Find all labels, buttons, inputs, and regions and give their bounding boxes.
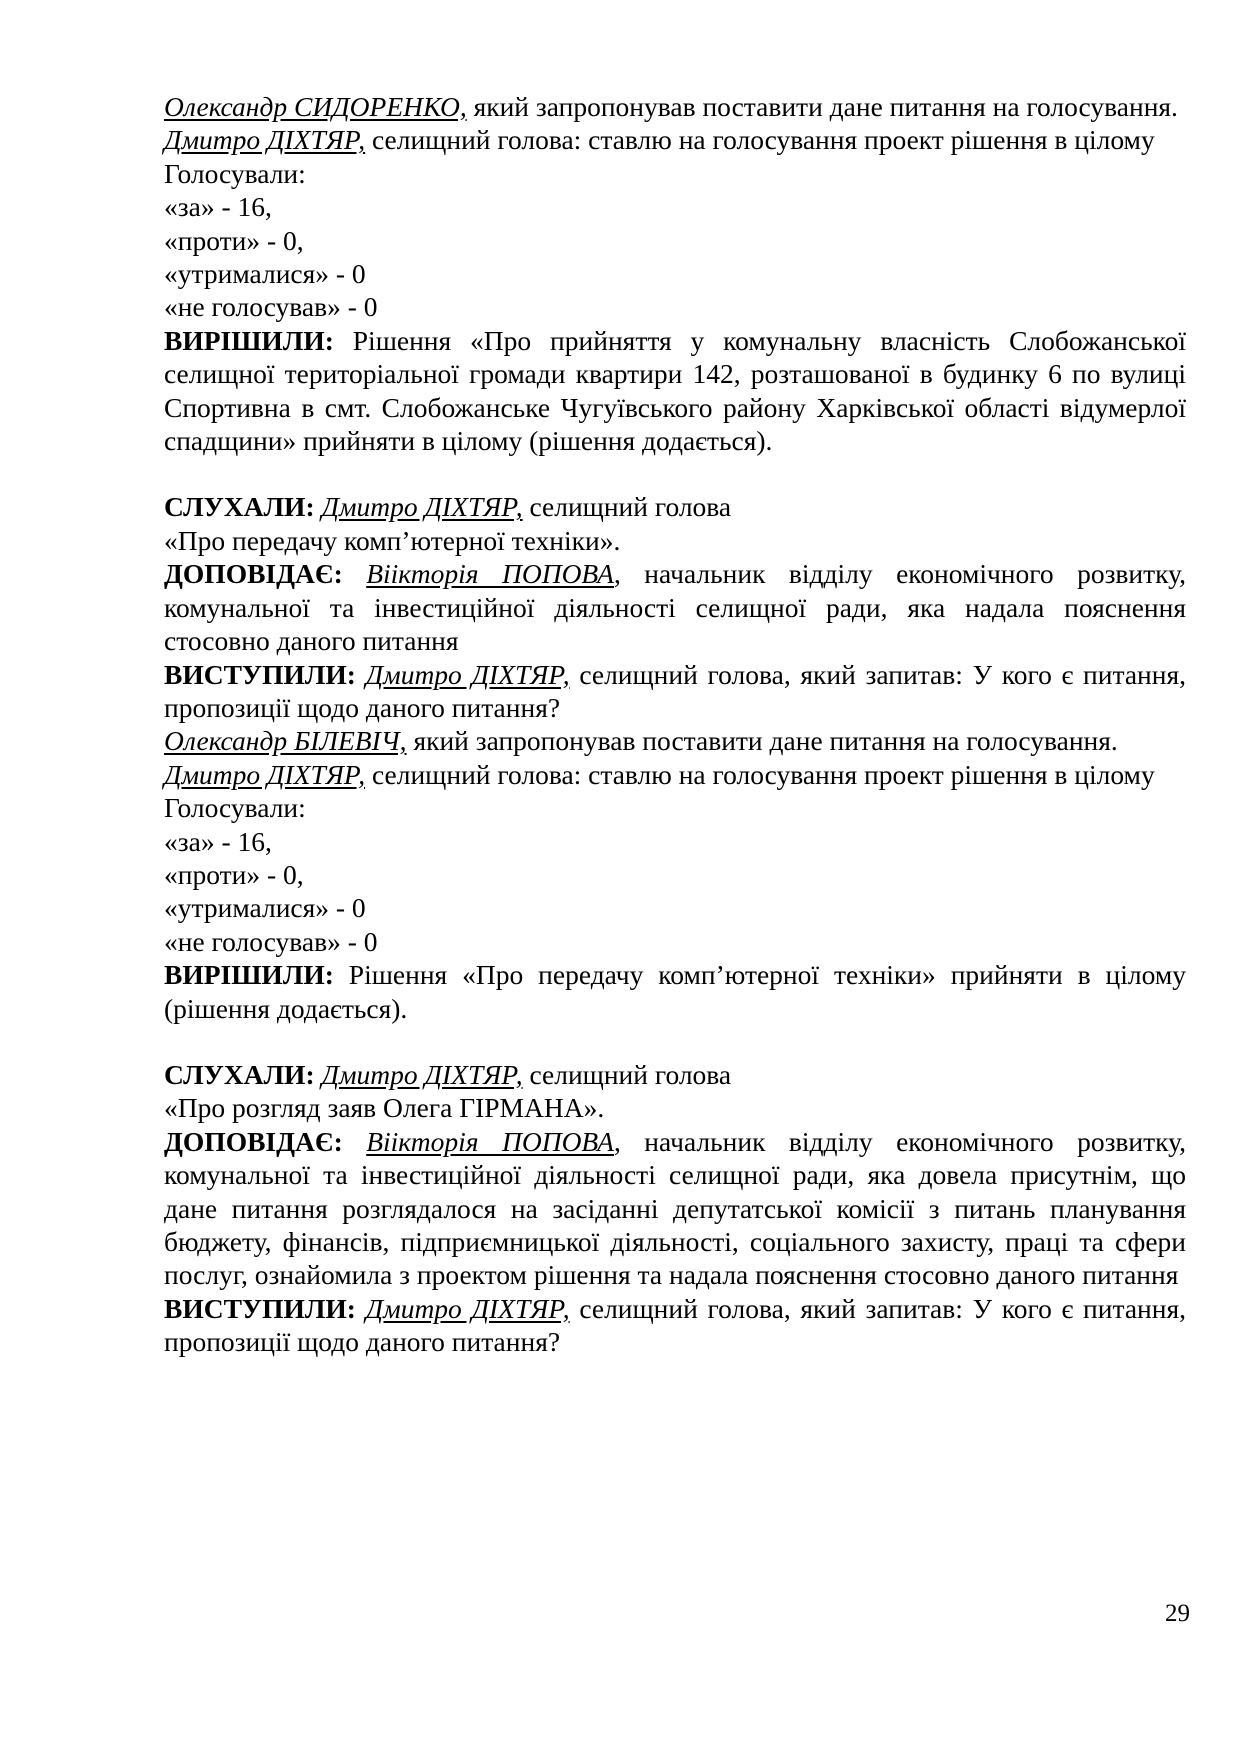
heard-paragraph [164,1058,1186,1091]
speaker-paragraph [164,90,1186,123]
speaker-name: Дмитро ДІХТЯР, [321,491,523,523]
paragraph-text: , начальник відділу економічного розвитку, комунальної та інвестиційної діяльності селищної ради, яка довела присутнім, що дане питання розглядалося на засіданні депутатської комісії з питань планування бюджету, фінансів, підприємницької діяльності, соціального захисту, праці та сфери послуг, ознайомила з проектом рішення та надала пояснення стосовно даного питання [164,1125,1186,1291]
speaker-paragraph [164,724,1186,757]
paragraph-text: , начальник відділу економічного розвитку, комунальної та інвестиційної діяльності селищної ради, яка надала пояснення стосовно даного питання [164,558,1186,657]
spoke-label: ВИСТУПИЛИ: [164,658,356,690]
decided-label: ВИРІШИЛИ: [164,324,334,356]
speaker-name: Дмитро ДІХТЯР, [365,658,570,690]
report-label: ДОПОВІДАЄ: [164,558,343,590]
document-page [164,90,1186,1359]
speaker-name: Олександр БІЛЕВІЧ, [164,725,407,757]
spacer [164,1025,1186,1058]
speaker-paragraph [164,758,1186,791]
report-paragraph [164,557,1186,657]
vote-line: «за» - 16, [164,191,272,223]
topic-line: «Про передачу комп’ютерної техніки». [164,524,621,556]
heard-label: СЛУХАЛИ: [164,1058,315,1090]
vote-line: «не голосував» - 0 [164,291,378,323]
decision-paragraph [164,324,1186,458]
report-paragraph [164,1125,1186,1292]
vote-line: «утрималися» - 0 [164,892,366,924]
speaker-name: Дмитро ДІХТЯР, [321,1058,523,1090]
paragraph-text: селищний голова [522,1058,732,1090]
spacer [164,457,1186,490]
vote-line: «утрималися» - 0 [164,258,366,290]
report-label: ДОПОВІДАЄ: [164,1125,343,1157]
spoke-paragraph [164,658,1186,725]
paragraph-text: селищний голова: ставлю на голосування проект рішення в цілому [365,124,1155,156]
decision-text: Рішення «Про передачу комп’ютерної техніки» прийняти в цілому (рішення додається). [164,959,1186,1024]
vote-line: «проти» - 0, [164,858,304,890]
heard-label: СЛУХАЛИ: [164,491,315,523]
speaker-name: Олександр СИДОРЕНКО, [164,91,467,122]
paragraph-text: селищний голова, який запитав: У кого є питання, пропозиції щодо даного питання? [164,1292,1187,1358]
speaker-name: Дмитро ДІХТЯР, [164,758,366,790]
vote-line: «за» - 16, [164,825,272,857]
vote-line: Голосували: [164,157,306,189]
speaker-name: Дмитро ДІХТЯР, [365,1292,570,1324]
vote-line: «не голосував» - 0 [164,925,378,957]
paragraph-text: який запропонував поставити дане питання на голосування. [406,725,1118,757]
speaker-name: Віікторія ПОПОВА [366,1125,614,1157]
vote-line: «проти» - 0, [164,224,304,256]
spoke-label: ВИСТУПИЛИ: [164,1292,356,1324]
vote-line: Голосували: [164,792,306,824]
speaker-name: Дмитро ДІХТЯР, [164,124,366,156]
decision-paragraph [164,958,1186,1025]
paragraph-text: селищний голова, який запитав: У кого є питання, пропозиції щодо даного питання? [164,658,1187,723]
speaker-paragraph [164,123,1186,156]
paragraph-text: селищний голова: ставлю на голосування проект рішення в цілому [365,758,1155,790]
page-number: 29 [1165,1600,1190,1627]
speaker-name: Віікторія ПОПОВА [366,558,614,590]
spoke-paragraph [164,1292,1186,1359]
paragraph-text: який запропонував поставити дане питання на голосування. [466,91,1178,122]
paragraph-text: селищний голова [522,491,732,523]
decided-label: ВИРІШИЛИ: [164,959,334,991]
heard-paragraph [164,490,1186,523]
decision-text: Рішення «Про прийняття у комунальну власність Слобожанської селищної територіальної громади квартири 142, розташованої в будинку 6 по вулиці Спортивна в смт. Слобожанське Чугуївського району Харківської області відумерлої спадщини» прийняти в цілому (рішення додається). [164,324,1186,457]
topic-line: «Про розгляд заяв Олега ГІРМАНА». [164,1092,605,1124]
